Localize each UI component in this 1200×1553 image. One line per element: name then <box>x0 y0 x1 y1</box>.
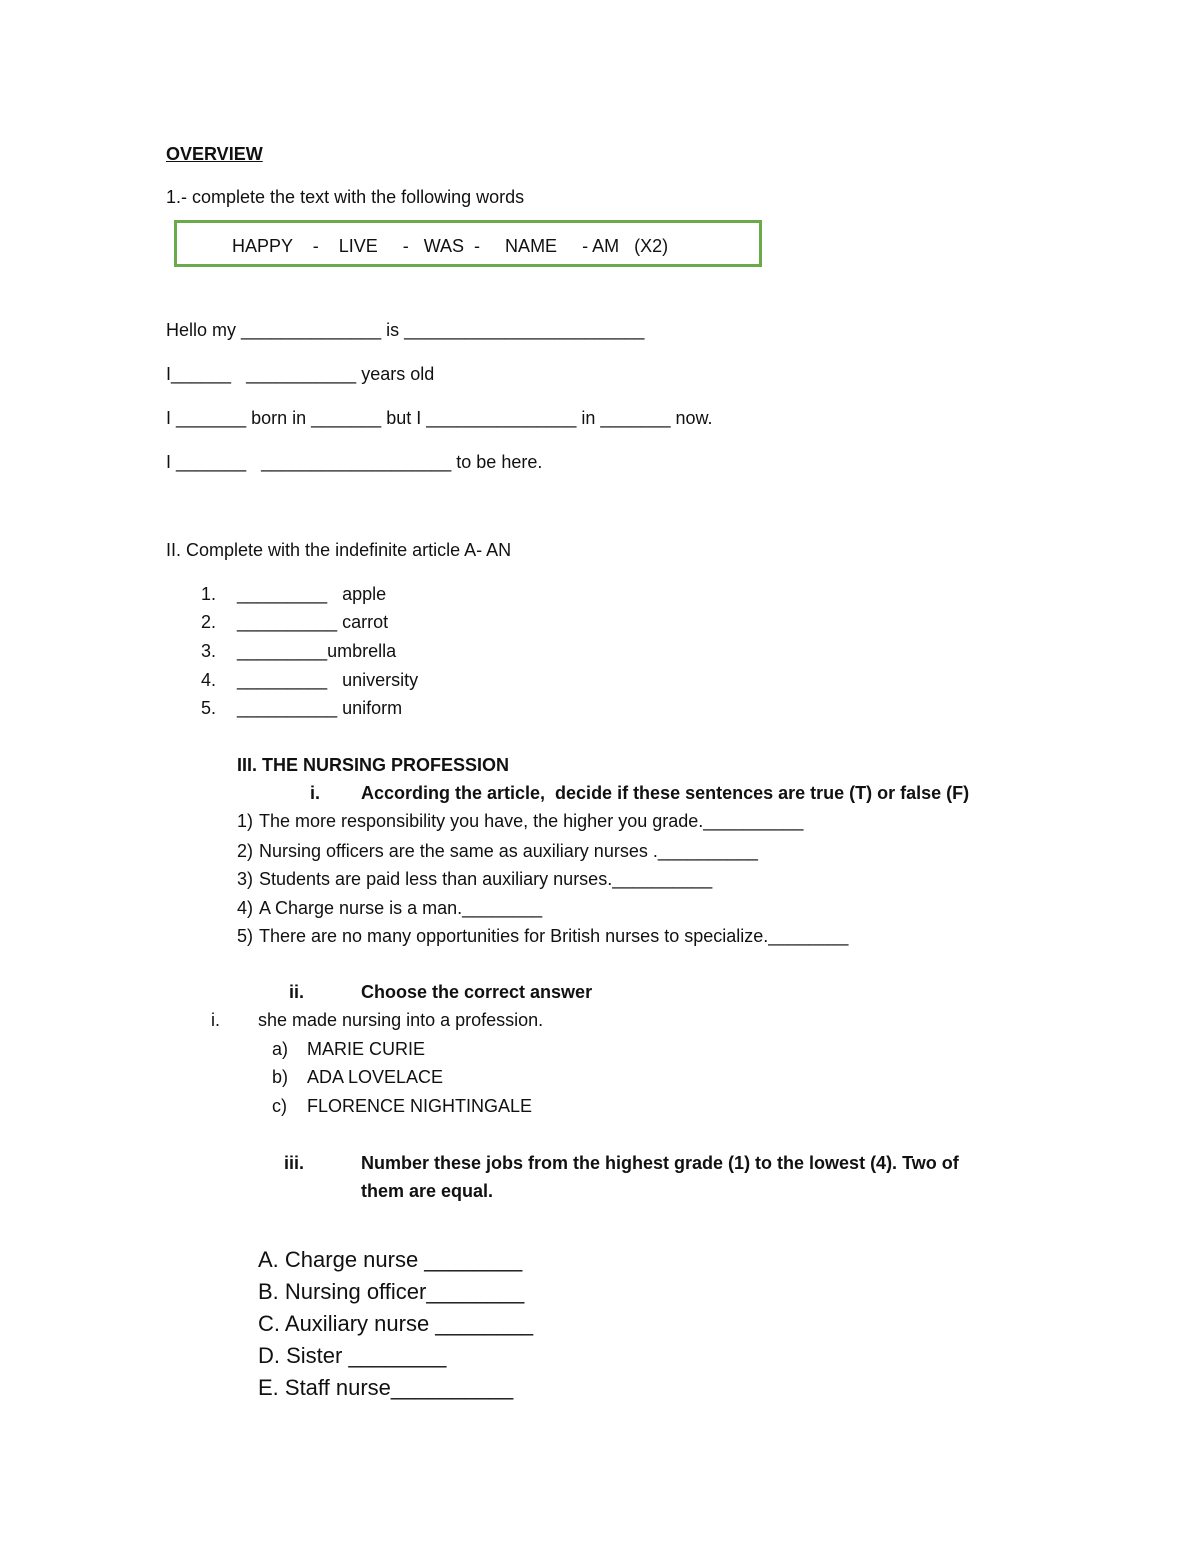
section2-heading: II. Complete with the indefinite article A- AN <box>166 540 512 560</box>
fill-sentence-1: Hello my ______________ is ________________________ <box>166 320 645 340</box>
part-ii-instruction: Choose the correct answer <box>361 982 593 1002</box>
tf-statement: There are no many opportunities for British nurses to specialize.________ <box>259 926 849 946</box>
tf-statement-number: 4) <box>237 898 254 918</box>
job-item: B. Nursing officer________ <box>258 1279 525 1304</box>
tf-statement-number: 2) <box>237 841 254 861</box>
section3-heading: III. THE NURSING PROFESSION <box>237 755 510 775</box>
tf-statement-number: 1) <box>237 811 254 831</box>
option-letter: b) <box>272 1067 289 1087</box>
article-item-text: _________ apple <box>237 584 387 604</box>
article-item-text: _________ university <box>237 670 419 690</box>
option-text: FLORENCE NIGHTINGALE <box>307 1096 533 1116</box>
part-iii-instruction-line2: them are equal. <box>361 1181 494 1201</box>
overview-instruction: 1.- complete the text with the following words <box>166 187 525 207</box>
tf-statement: The more responsibility you have, the higher you grade.__________ <box>259 811 804 831</box>
job-item: E. Staff nurse__________ <box>258 1375 514 1400</box>
overview-heading: OVERVIEW <box>166 144 263 164</box>
article-item-number: 1. <box>201 584 217 604</box>
option-letter: c) <box>272 1096 287 1116</box>
tf-statement: Nursing officers are the same as auxiliary nurses .__________ <box>259 841 758 861</box>
word-box-words: HAPPY - LIVE - WAS - NAME - AM (X2) <box>232 236 669 256</box>
fill-sentence-3: I _______ born in _______ but I _______________ in _______ now. <box>166 408 713 428</box>
option-text: MARIE CURIE <box>307 1039 426 1059</box>
article-item-number: 3. <box>201 641 217 661</box>
article-item-number: 5. <box>201 698 217 718</box>
job-item: C. Auxiliary nurse ________ <box>258 1311 534 1336</box>
article-item-text: _________umbrella <box>237 641 397 661</box>
part-iii-number: iii. <box>284 1153 305 1173</box>
tf-statement: A Charge nurse is a man.________ <box>259 898 543 918</box>
part-ii-number: ii. <box>289 982 305 1002</box>
fill-sentence-2: I______ ___________ years old <box>166 364 435 384</box>
article-item-number: 2. <box>201 612 217 632</box>
option-text: ADA LOVELACE <box>307 1067 444 1087</box>
question-number: i. <box>211 1010 220 1030</box>
option-letter: a) <box>272 1039 289 1059</box>
article-item-number: 4. <box>201 670 217 690</box>
part-iii-instruction-line1: Number these jobs from the highest grade (1) to the lowest (4). Two of <box>361 1153 959 1173</box>
part-i-number: i. <box>310 783 321 803</box>
question-text: she made nursing into a profession. <box>258 1010 544 1030</box>
tf-statement: Students are paid less than auxiliary nurses.__________ <box>259 869 713 889</box>
job-item: A. Charge nurse ________ <box>258 1247 523 1272</box>
fill-sentence-4: I _______ ___________________ to be here. <box>166 452 543 472</box>
tf-statement-number: 3) <box>237 869 254 889</box>
tf-statement-number: 5) <box>237 926 254 946</box>
word-box <box>174 220 762 267</box>
part-i-instruction: According the article, decide if these sentences are true (T) or false (F) <box>361 783 970 803</box>
article-item-text: __________ uniform <box>237 698 403 718</box>
job-item: D. Sister ________ <box>258 1343 447 1368</box>
article-item-text: __________ carrot <box>237 612 389 632</box>
